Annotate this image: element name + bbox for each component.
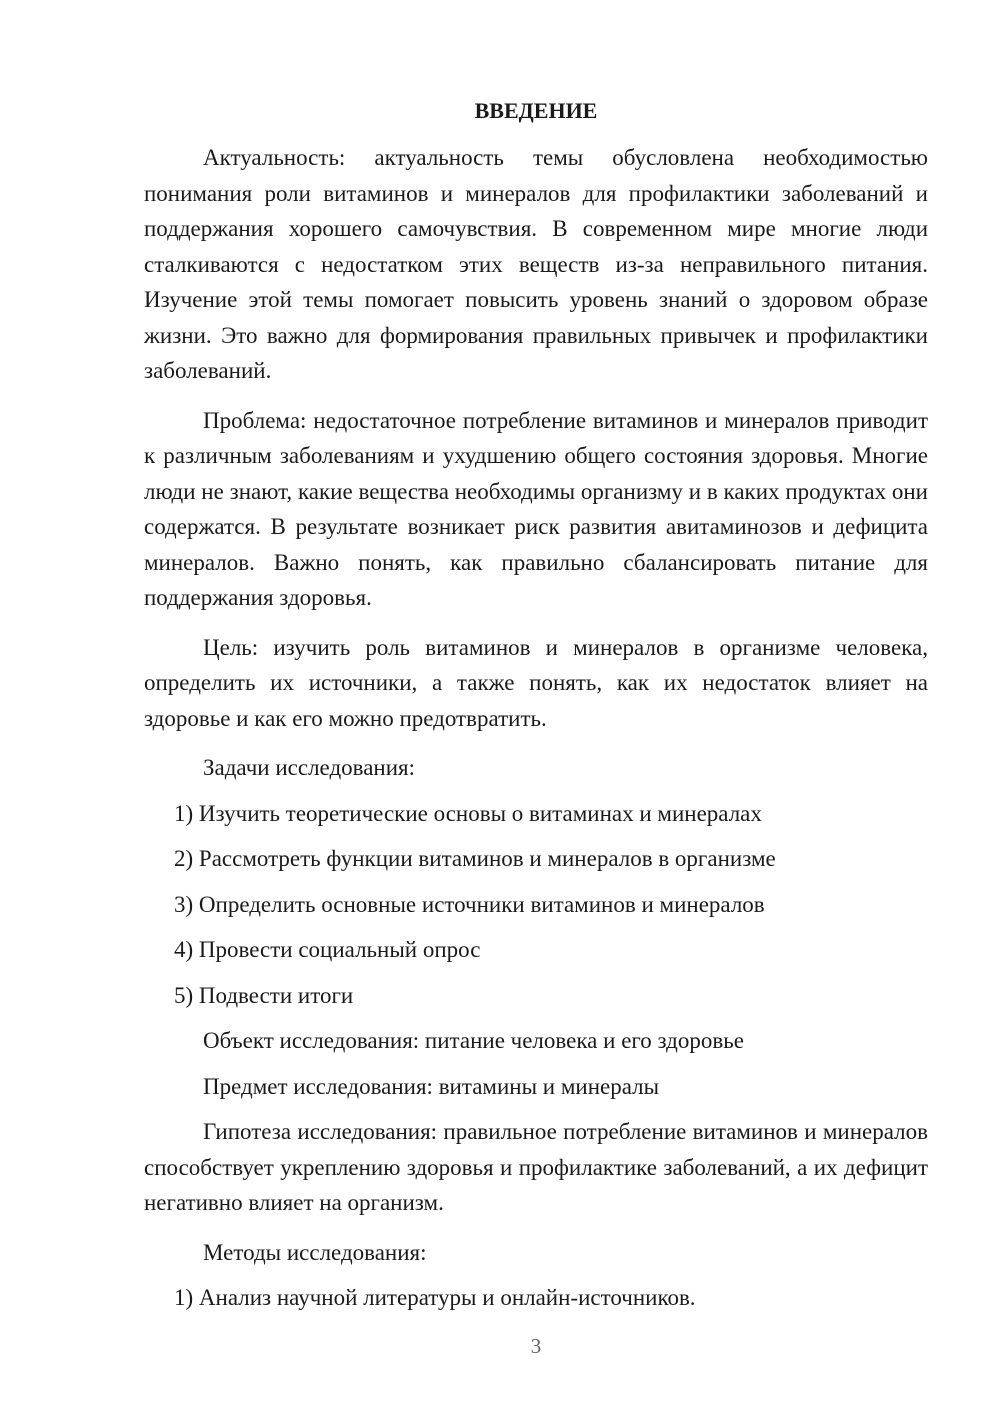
section-heading: ВВЕДЕНИЕ [474, 98, 598, 123]
goal-paragraph: Цель: изучить роль витаминов и минералов в организме человека, определить их источники, а также понять, как их недостаток влияет на здоровье и как его можно предотвратить. [144, 634, 928, 731]
page-number: 3 [530, 1334, 542, 1358]
relevance-paragraph: Актуальность: актуальность темы обусловлена необходимостью понимания роли витаминов и минералов для профилактики заболеваний и поддержания хорошего самочувствия. В современном мире многие люди сталкиваются с недостатком этих веществ из-за неправильного питания. Изучение этой темы помогает повысить уровень знаний о здоровом образе жизни. Это важно для формирования правильных привычек и профилактики заболеваний. [144, 145, 928, 383]
research-object: Объект исследования: питание человека и его здоровье [203, 1028, 744, 1053]
task-item: 4) Провести социальный опрос [174, 937, 481, 962]
problem-paragraph: Проблема: недостаточное потребление витаминов и минералов приводит к различным заболеваниям и ухудшению общего состояния здоровья. Многие люди не знают, какие вещества необходимы организму и в каких продуктах они содержатся. В результате возникает риск развития авитаминозов и дефицита минералов. Важно понять, как правильно сбалансировать питание для поддержания здоровья. [144, 407, 928, 610]
hypothesis-paragraph: Гипотеза исследования: правильное потребление витаминов и минералов способствует укреплению здоровья и профилактике заболеваний, а их дефицит негативно влияет на организм. [144, 1119, 928, 1215]
tasks-list [144, 796, 928, 1014]
methods-list [144, 1280, 928, 1316]
methods-title: Методы исследования: [203, 1239, 427, 1265]
research-subject: Предмет исследования: витамины и минералы [203, 1073, 660, 1099]
tasks-title: Задачи исследования: [203, 755, 416, 780]
method-item: 1) Анализ научной литературы и онлайн-источников. [174, 1285, 696, 1310]
task-item: 3) Определить основные источники витаминов и минералов [174, 891, 765, 917]
task-item: 1) Изучить теоретические основы о витаминах и минералах [174, 800, 762, 826]
task-item: 2) Рассмотреть функции витаминов и минералов в организме [174, 846, 776, 871]
page-content [144, 96, 928, 1326]
task-item: 5) Подвести итоги [174, 982, 354, 1008]
